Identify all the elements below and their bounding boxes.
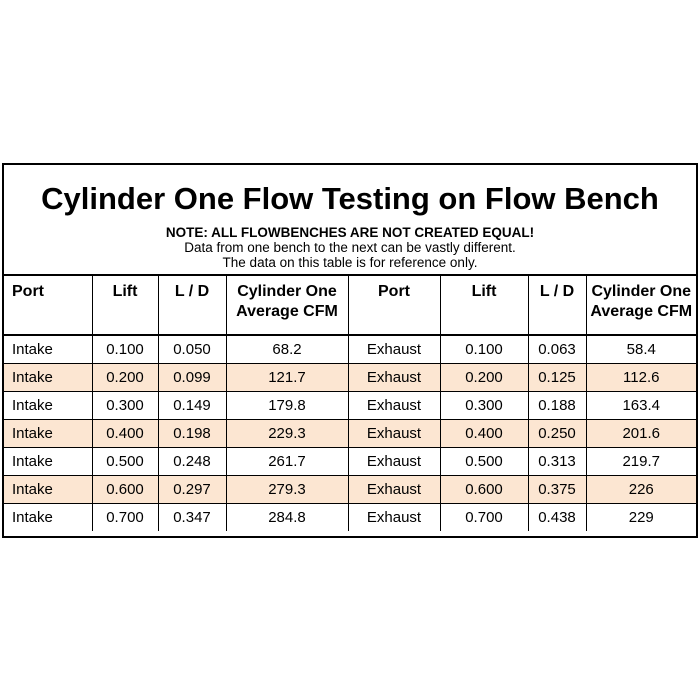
header-cfm-line2: Average CFM <box>236 303 338 320</box>
disclaimer-line-1: Data from one bench to the next can be vastly different. <box>184 240 516 255</box>
exhaust-ld-cell: 0.375 <box>528 476 586 504</box>
header-intake-ld: L / D <box>158 275 226 335</box>
exhaust-port-cell: Exhaust <box>348 448 440 476</box>
intake-lift-cell: 0.500 <box>92 448 158 476</box>
intake-lift-cell: 0.200 <box>92 364 158 392</box>
intake-lift-cell: 0.400 <box>92 420 158 448</box>
header-intake-cfm <box>226 275 348 335</box>
header-exhaust-cfm <box>586 275 696 335</box>
intake-ld-cell: 0.248 <box>158 448 226 476</box>
exhaust-port-cell: Exhaust <box>348 476 440 504</box>
exhaust-port-cell: Exhaust <box>348 364 440 392</box>
exhaust-port-cell: Exhaust <box>348 504 440 532</box>
table-row <box>4 335 696 364</box>
header-cfm-line1: Cylinder One <box>591 283 692 300</box>
flow-table-frame <box>2 163 698 538</box>
exhaust-port-cell: Exhaust <box>348 392 440 420</box>
exhaust-port-cell: Exhaust <box>348 335 440 364</box>
warning-note: NOTE: ALL FLOWBENCHES ARE NOT CREATED EQUAL! <box>165 225 535 240</box>
table-row <box>4 504 696 532</box>
exhaust-ld-cell: 0.063 <box>528 335 586 364</box>
intake-port-cell: Intake <box>4 476 92 504</box>
intake-cfm-cell: 229.3 <box>226 420 348 448</box>
exhaust-lift-cell: 0.500 <box>440 448 528 476</box>
exhaust-ld-cell: 0.250 <box>528 420 586 448</box>
header-exhaust-lift: Lift <box>440 275 528 335</box>
intake-cfm-cell: 279.3 <box>226 476 348 504</box>
intake-cfm-cell: 121.7 <box>226 364 348 392</box>
header-exhaust-port: Port <box>348 275 440 335</box>
intake-port-cell: Intake <box>4 420 92 448</box>
intake-ld-cell: 0.198 <box>158 420 226 448</box>
intake-port-cell: Intake <box>4 504 92 532</box>
exhaust-port-cell: Exhaust <box>348 420 440 448</box>
exhaust-ld-cell: 0.188 <box>528 392 586 420</box>
intake-cfm-cell: 179.8 <box>226 392 348 420</box>
header-cfm-line1: Cylinder One <box>237 283 337 300</box>
header-intake-port: Port <box>4 275 92 335</box>
intake-ld-cell: 0.050 <box>158 335 226 364</box>
table-row <box>4 476 696 504</box>
table-header-row <box>4 275 696 335</box>
page-title: Cylinder One Flow Testing on Flow Bench <box>41 181 659 216</box>
intake-lift-cell: 0.700 <box>92 504 158 532</box>
intake-cfm-cell: 68.2 <box>226 335 348 364</box>
exhaust-lift-cell: 0.400 <box>440 420 528 448</box>
intake-port-cell: Intake <box>4 448 92 476</box>
exhaust-lift-cell: 0.300 <box>440 392 528 420</box>
exhaust-ld-cell: 0.313 <box>528 448 586 476</box>
table-row <box>4 364 696 392</box>
intake-cfm-cell: 261.7 <box>226 448 348 476</box>
intake-port-cell: Intake <box>4 335 92 364</box>
exhaust-lift-cell: 0.600 <box>440 476 528 504</box>
table-row <box>4 420 696 448</box>
intake-ld-cell: 0.149 <box>158 392 226 420</box>
intake-cfm-cell: 284.8 <box>226 504 348 532</box>
intake-ld-cell: 0.297 <box>158 476 226 504</box>
disclaimer-line-2: The data on this table is for reference only. <box>222 255 478 270</box>
intake-lift-cell: 0.600 <box>92 476 158 504</box>
flow-data-table <box>4 274 696 531</box>
intake-lift-cell: 0.300 <box>92 392 158 420</box>
header-intake-lift: Lift <box>92 275 158 335</box>
header-exhaust-ld: L / D <box>528 275 586 335</box>
exhaust-cfm-cell: 229 <box>586 504 696 532</box>
exhaust-lift-cell: 0.100 <box>440 335 528 364</box>
exhaust-cfm-cell: 112.6 <box>586 364 696 392</box>
intake-port-cell: Intake <box>4 392 92 420</box>
intake-ld-cell: 0.099 <box>158 364 226 392</box>
intake-ld-cell: 0.347 <box>158 504 226 532</box>
exhaust-lift-cell: 0.700 <box>440 504 528 532</box>
exhaust-lift-cell: 0.200 <box>440 364 528 392</box>
exhaust-cfm-cell: 163.4 <box>586 392 696 420</box>
exhaust-cfm-cell: 201.6 <box>586 420 696 448</box>
exhaust-ld-cell: 0.438 <box>528 504 586 532</box>
exhaust-cfm-cell: 226 <box>586 476 696 504</box>
table-row <box>4 448 696 476</box>
intake-lift-cell: 0.100 <box>92 335 158 364</box>
header-cfm-line2: Average CFM <box>590 303 693 320</box>
intake-port-cell: Intake <box>4 364 92 392</box>
table-row <box>4 392 696 420</box>
exhaust-ld-cell: 0.125 <box>528 364 586 392</box>
exhaust-cfm-cell: 58.4 <box>586 335 696 364</box>
exhaust-cfm-cell: 219.7 <box>586 448 696 476</box>
